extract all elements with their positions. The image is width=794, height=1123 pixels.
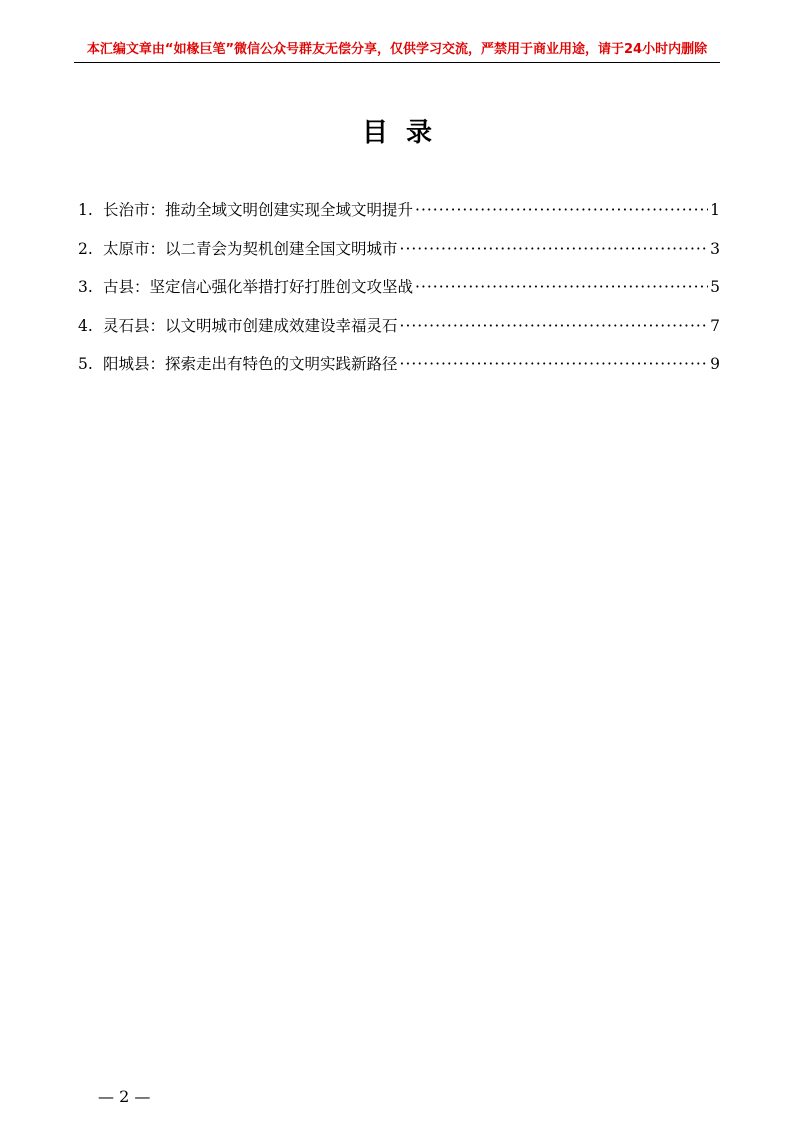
toc-entry-number: 4. [78, 316, 93, 335]
toc-dot-leader [415, 201, 708, 219]
toc-entry-number: 1. [78, 201, 93, 219]
toc-entry-title: 阳城县：探索走出有特色的文明实践新路径 [103, 355, 398, 373]
toc-entry-title: 灵石县：以文明城市创建成效建设幸福灵石 [103, 316, 398, 335]
toc-dot-leader [400, 240, 708, 258]
toc-entry[interactable] [78, 275, 720, 314]
toc-entry-page: 5 [710, 278, 720, 296]
page-number: — 2 — [98, 1087, 151, 1106]
toc-entry-title: 长治市：推动全域文明创建实现全域文明提升 [103, 201, 414, 219]
toc-entry-number: 3. [78, 278, 93, 296]
toc-entry[interactable] [78, 237, 720, 276]
toc-entry-title: 古县：坚定信心强化举措打好打胜创文攻坚战 [103, 278, 414, 296]
toc-entry-number: 5. [78, 355, 93, 373]
toc-entry-number: 2. [78, 239, 93, 258]
toc-entry[interactable] [78, 314, 720, 353]
toc-dot-leader [400, 355, 708, 373]
header-divider [74, 62, 720, 63]
copyright-notice: 本汇编文章由“如椽巨笔”微信公众号群友无偿分享，仅供学习交流，严禁用于商业用途，请于24小时内删除 [86, 42, 708, 57]
toc-entry[interactable] [78, 198, 720, 237]
toc-dot-leader [415, 278, 708, 296]
toc-entry[interactable] [78, 352, 720, 391]
toc-title: 目录 [361, 118, 450, 148]
toc-entry-page: 7 [710, 316, 720, 335]
toc-entry-page: 1 [710, 201, 720, 219]
toc-entry-page: 3 [710, 239, 720, 258]
toc-entry-page: 9 [710, 355, 720, 373]
toc-entry-title: 太原市：以二青会为契机创建全国文明城市 [103, 239, 398, 258]
toc-list [78, 198, 720, 391]
toc-dot-leader [400, 317, 708, 335]
